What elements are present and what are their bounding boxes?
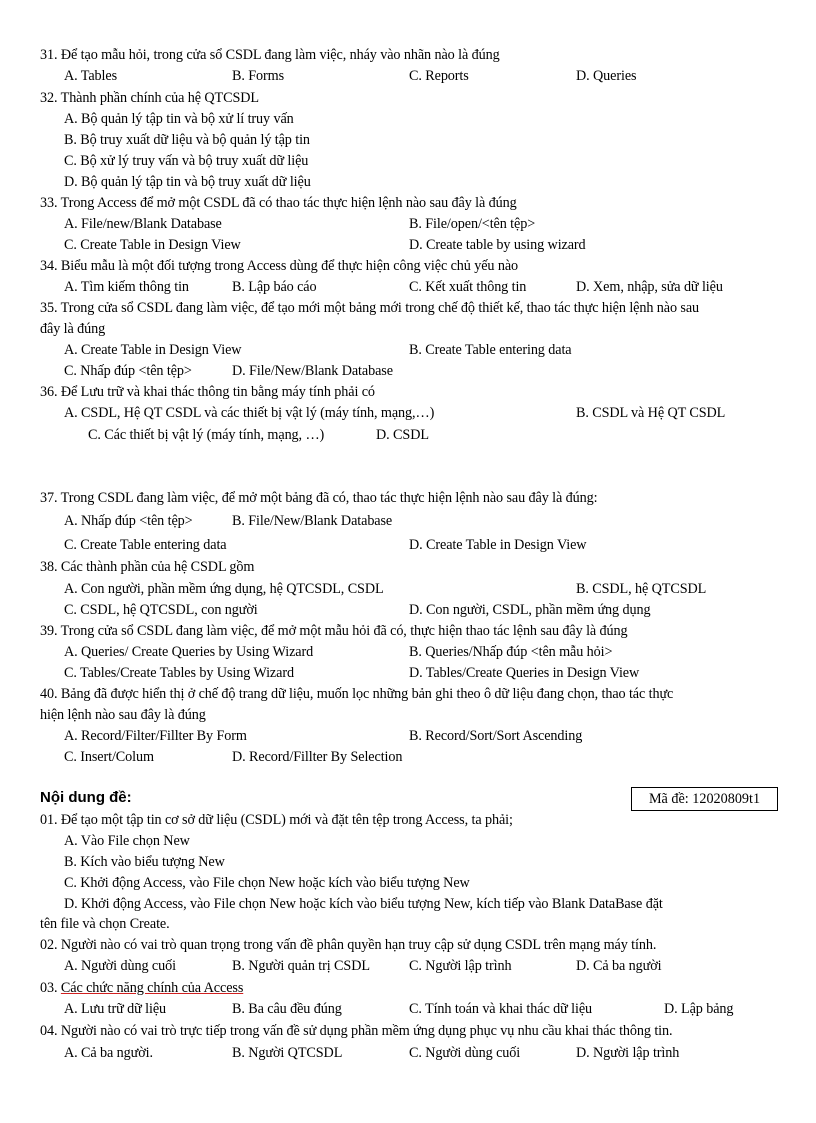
q03-option-d: D. Lập bảng [664,1001,734,1017]
q02-option-a: A. Người dùng cuối [64,958,176,974]
q39-option-a: A. Queries/ Create Queries by Using Wizard [64,644,314,660]
q31-option-a: A. Tables [64,68,118,84]
question-32: 32. Thành phần chính của hệ QTCSDL [40,90,259,106]
q38-option-d: D. Con người, CSDL, phần mềm ứng dụng [409,602,651,618]
q36-option-b: B. CSDL và Hệ QT CSDL [576,405,726,421]
q31-option-d: D. Queries [576,68,637,84]
q33-option-c: C. Create Table in Design View [64,237,241,253]
q04-option-c: C. Người dùng cuối [409,1045,521,1061]
q35-option-a: A. Create Table in Design View [64,342,242,358]
q34-option-a: A. Tìm kiếm thông tin [64,279,189,295]
q03-option-c: C. Tính toán và khai thác dữ liệu [409,1001,593,1017]
question-02: 02. Người nào có vai trò quan trọng trong vấn đề phân quyền hạn truy cập sử dụng CSDL trên mạng máy tính. [40,937,657,953]
q03-option-b: B. Ba câu đều đúng [232,1001,342,1017]
q36-option-a: A. CSDL, Hệ QT CSDL và các thiết bị vật lý (máy tính, mạng,…) [64,405,435,421]
q04-option-b: B. Người QTCSDL [232,1045,343,1061]
q37-option-a: A. Nhấp đúp <tên tệp> [64,513,193,529]
q31-option-c: C. Reports [409,68,469,84]
question-34: 34. Biểu mẫu là một đối tượng trong Access dùng để thực hiện công việc chủ yếu nào [40,258,519,274]
question-38: 38. Các thành phần của hệ CSDL gồm [40,559,255,575]
q32-option-a: A. Bộ quản lý tập tin và bộ xử lí truy vấn [64,111,294,127]
question-03 [40,979,243,997]
q31-option-b: B. Forms [232,68,285,84]
q32-option-d: D. Bộ quản lý tập tin và bộ truy xuất dữ liệu [64,174,311,190]
q37-option-b: B. File/New/Blank Database [232,513,393,529]
q39-option-d: D. Tables/Create Queries in Design View [409,665,640,681]
question-35: 35. Trong cửa sổ CSDL đang làm việc, để tạo mới một bảng mới trong chế độ thiết kế, thao tác thực hiện lệnh nào sau [40,300,700,316]
question-39: 39. Trong cửa sổ CSDL đang làm việc, để mở một mẫu hỏi đã có, thực hiện thao tác lệnh sau đây là đúng [40,623,628,639]
question-03-text: Các chức năng chính của Access [60,980,244,996]
question-01: 01. Để tạo một tập tin cơ sở dữ liệu (CSDL) mới và đặt tên tệp trong Access, ta phải; [40,812,513,828]
q40-option-d: D. Record/Fillter By Selection [232,749,403,765]
q01-option-c: C. Khởi động Access, vào File chọn New hoặc kích vào biểu tượng New [64,875,470,891]
q33-option-b: B. File/open/<tên tệp> [409,216,536,232]
q40-option-c: C. Insert/Colum [64,749,154,765]
q02-option-d: D. Cả ba người [576,958,662,974]
q39-option-c: C. Tables/Create Tables by Using Wizard [64,665,294,681]
q33-option-a: A. File/new/Blank Database [64,216,222,232]
q34-option-c: C. Kết xuất thông tin [409,279,527,295]
q04-option-a: A. Cả ba người. [64,1045,153,1061]
question-04: 04. Người nào có vai trò trực tiếp trong vấn đề sử dụng phần mềm ứng dụng phục vụ nhu cầu khai thác thông tin. [40,1023,673,1039]
q36-option-d: D. CSDL [376,427,429,443]
q01-option-d-cont: tên file và chọn Create. [40,916,170,932]
q38-option-b: B. CSDL, hệ QTCSDL [576,581,707,597]
q04-option-d: D. Người lập trình [576,1045,680,1061]
q37-option-c: C. Create Table entering data [64,537,227,553]
q35-option-d: D. File/New/Blank Database [232,363,393,379]
q38-option-a: A. Con người, phần mềm ứng dụng, hệ QTCSDL, CSDL [64,581,384,597]
q33-option-d: D. Create table by using wizard [409,237,586,253]
question-37: 37. Trong CSDL đang làm việc, để mở một bảng đã có, thao tác thực hiện lệnh nào sau đây là đúng: [40,490,598,506]
question-36: 36. Để Lưu trữ và khai thác thông tin bằng máy tính phải có [40,384,375,400]
q34-option-b: B. Lập báo cáo [232,279,317,295]
q02-option-b: B. Người quản trị CSDL [232,958,370,974]
q32-option-b: B. Bộ truy xuất dữ liệu và bộ quản lý tập tin [64,132,310,148]
question-31: 31. Để tạo mẫu hỏi, trong cửa sổ CSDL đang làm việc, nháy vào nhãn nào là đúng [40,47,500,63]
q03-option-a: A. Lưu trữ dữ liệu [64,1001,167,1017]
q01-option-d: D. Khởi động Access, vào File chọn New hoặc kích vào biểu tượng New, kích tiếp vào Blank DataBase đặt [64,896,663,912]
q36-option-c: C. Các thiết bị vật lý (máy tính, mạng, …) [88,427,325,443]
q01-option-a: A. Vào File chọn New [64,833,190,849]
exam-code-box: Mã đề: 12020809t1 [631,787,778,811]
question-40-cont: hiện lệnh nào sau đây là đúng [40,707,206,723]
section-heading: Nội dung đề: [40,789,132,806]
question-33: 33. Trong Access để mở một CSDL đã có thao tác thực hiện lệnh nào sau đây là đúng [40,195,517,211]
q02-option-c: C. Người lập trình [409,958,512,974]
q37-option-d: D. Create Table in Design View [409,537,587,553]
q38-option-c: C. CSDL, hệ QTCSDL, con người [64,602,258,618]
q01-option-b: B. Kích vào biểu tượng New [64,854,225,870]
question-03-number: 03. [40,980,61,996]
q34-option-d: D. Xem, nhập, sửa dữ liệu [576,279,723,295]
q39-option-b: B. Queries/Nhấp đúp <tên mẫu hỏi> [409,644,613,660]
question-35-cont: đây là đúng [40,321,106,337]
q40-option-b: B. Record/Sort/Sort Ascending [409,728,583,744]
q35-option-c: C. Nhấp đúp <tên tệp> [64,363,192,379]
q32-option-c: C. Bộ xử lý truy vấn và bộ truy xuất dữ liệu [64,153,309,169]
question-40: 40. Bảng đã được hiển thị ở chế độ trang dữ liệu, muốn lọc những bản ghi theo ô dữ liệu đang chọn, thao tác thực [40,686,674,702]
q35-option-b: B. Create Table entering data [409,342,572,358]
q40-option-a: A. Record/Filter/Fillter By Form [64,728,247,744]
